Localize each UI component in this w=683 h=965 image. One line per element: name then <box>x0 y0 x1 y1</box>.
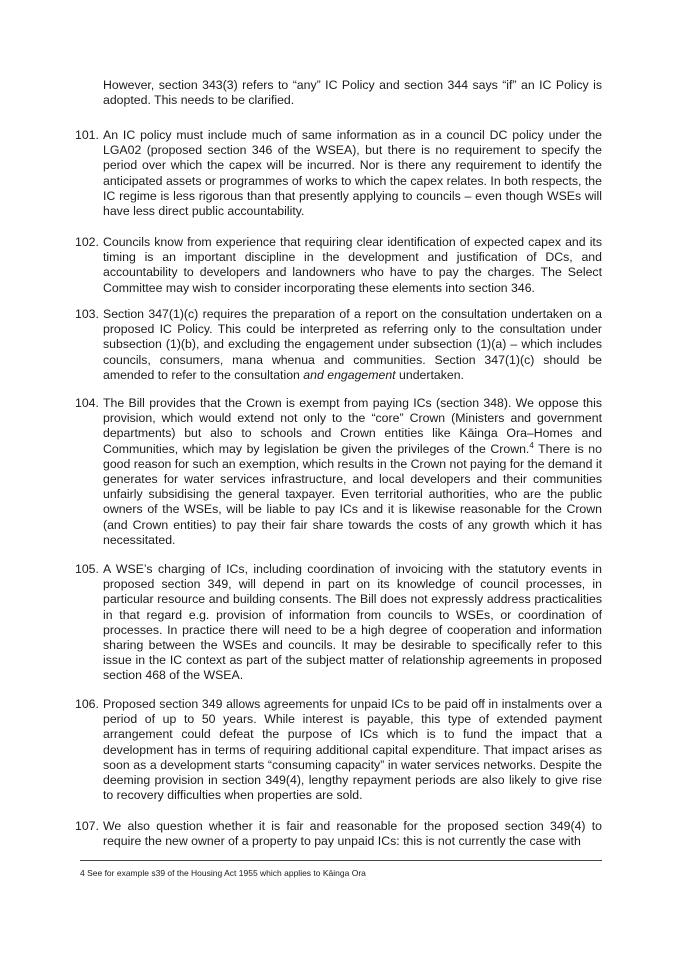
emphasis-text: and engagement <box>303 367 396 382</box>
paragraph-text: Councils know from experience that requiring clear identification of expected capex and its timing is an important discipline in the development and justification of DCs, and accountability to developers and landowners who have to pay the charges. The Select Committee may wish to consider incorporating these elements into section 346. <box>103 235 602 295</box>
footnote-reference: 4 <box>529 440 534 450</box>
paragraph-107 <box>75 819 602 849</box>
paragraph-text: Section 347(1)(c) requires the preparation of a report on the consultation undertaken on a proposed IC Policy. This could be interpreted as referring only to the consultation under subsection (1)(b), and excluding the engagement under subsection (1)(a) – which includes councils, consumers, mana whenua and communities. Section 347(1)(c) should be amended to refer to the consultation and engagement undertaken. <box>103 307 602 382</box>
paragraph-number: 101. <box>75 128 99 142</box>
paragraph-number: 107. <box>75 819 99 833</box>
paragraph-106 <box>75 697 602 803</box>
paragraph-text: The Bill provides that the Crown is exempt from paying ICs (section 348). We oppose this provision, which would extend not only to the “core” Crown (Ministers and government departments) but also to schools and Crown entities like Kāinga Ora–Homes and Communities, which may by legislation be given the privileges of the Crown.$^4$ There is no good reason for such an exemption, which results in the Crown not paying for the demand it generates for water services infrastructure, and local developers and their communities unfairly subsidising the general taxpayer. Even territorial authorities, who are the public owners of the WSEs, will be liable to pay ICs and it is likewise reasonable for the Crown (and Crown entities) to pay their fair share towards the costs of any growth which it has necessitated. <box>103 396 602 547</box>
paragraph-number: 106. <box>75 697 99 711</box>
paragraph-number: 102. <box>75 235 99 249</box>
paragraph-102 <box>75 235 602 296</box>
paragraph-101 <box>75 128 602 219</box>
footnote-divider <box>80 860 602 861</box>
continuation-paragraph: However, section 343(3) refers to “any” IC Policy and section 344 says “if” an IC Policy is adopted. This needs to be clarified. <box>103 78 602 108</box>
paragraph-number: 103. <box>75 307 99 321</box>
footnote: 4 See for example s39 of the Housing Act 1955 which applies to Kāinga Ora <box>80 868 366 878</box>
paragraph-number: 104. <box>75 396 99 410</box>
paragraph-text: An IC policy must include much of same information as in a council DC policy under the LGA02 (proposed section 346 of the WSEA), but there is no requirement to specify the period over which the capex will be incurred. Nor is there any requirement to identify the anticipated assets or programmes of works to which the capex relates. In both respects, the IC regime is less rigorous than that presently applying to councils – even though WSEs will have less direct public accountability. <box>103 128 602 219</box>
paragraph-text: A WSE’s charging of ICs, including coordination of invoicing with the statutory events in proposed section 349, will depend in part on its knowledge of council processes, in particular resource and building consents. The Bill does not expressly address practicalities in that regard e.g. provision of information from councils to WSEs, or coordination of processes. In practice there will need to be a high degree of cooperation and information sharing between the WSEs and councils. It may be desirable to specifically refer to this issue in the IC context as part of the subject matter of relationship agreements in proposed section 468 of the WSEA. <box>103 562 602 683</box>
paragraph-103 <box>75 307 602 383</box>
paragraph-number: 105. <box>75 562 99 576</box>
paragraph-104 <box>75 396 602 548</box>
paragraph-text: Proposed section 349 allows agreements for unpaid ICs to be paid off in instalments over a period of up to 50 years. While interest is payable, this type of extended payment arrangement could defeat the purpose of ICs which is to fund the impact that a development has in terms of requiring additional capital expenditure. That impact arises as soon as a development starts “consuming capacity” in water services networks. Despite the deeming provision in section 349(4), lengthy repayment periods are also likely to give rise to recovery difficulties when properties are sold. <box>103 697 602 803</box>
paragraph-105 <box>75 562 602 684</box>
paragraph-text: We also question whether it is fair and reasonable for the proposed section 349(4) to require the new owner of a property to pay unpaid ICs: this is not currently the case with <box>103 819 602 849</box>
